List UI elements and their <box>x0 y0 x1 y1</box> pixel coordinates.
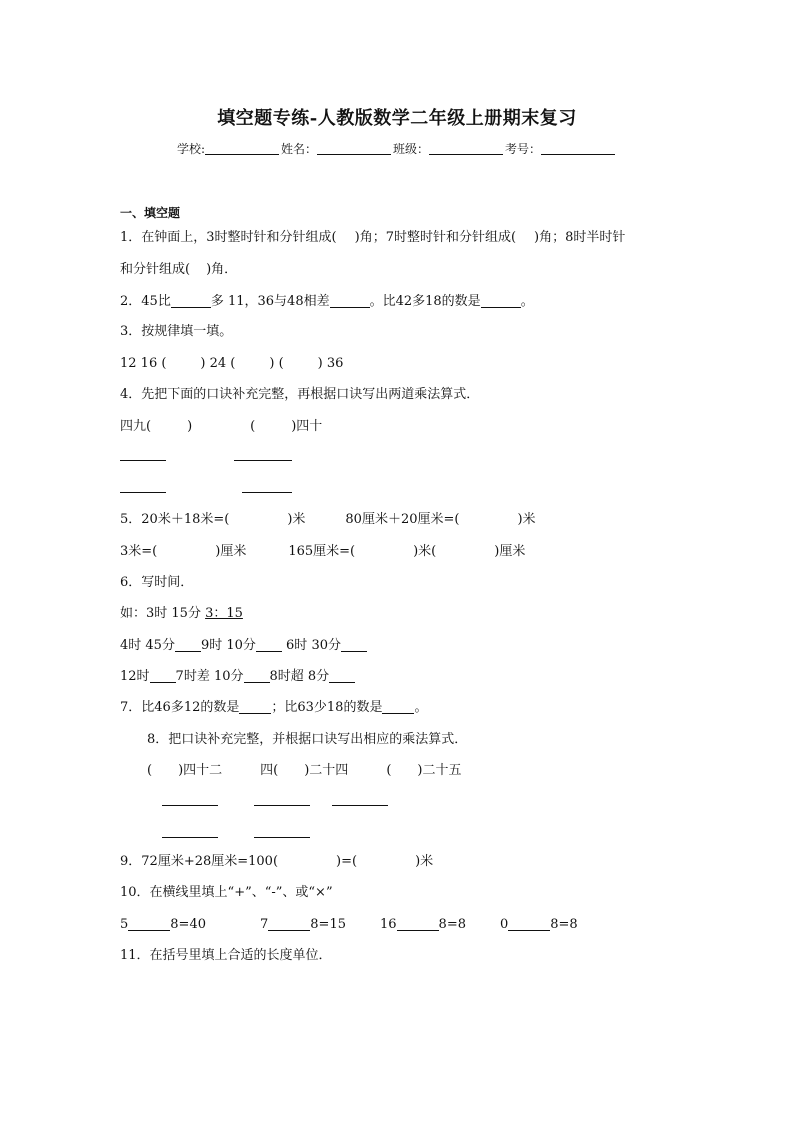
q8-rhyme-3-a: ( <box>386 763 392 778</box>
q8-rhyme-2-b: )二十四 <box>304 763 349 778</box>
q6-time-5: 7时差 10分 <box>175 669 244 684</box>
exam-no-blank[interactable] <box>541 142 615 155</box>
q10-expr-2-b: 8=15 <box>310 917 346 932</box>
exam-no-label: 考号： <box>505 142 542 156</box>
q4-answer-line-4[interactable] <box>242 492 292 493</box>
q4-answer-line-1[interactable] <box>120 460 166 461</box>
q7-text-c: 。 <box>414 700 428 715</box>
q10-expr-1-a: 5 <box>120 917 129 932</box>
q1-text-a: 1．在钟面上，3时整时针和分针组成( <box>120 230 337 245</box>
question-10-expressions <box>120 916 578 934</box>
q7-blank-2[interactable] <box>382 700 414 714</box>
question-3: 3．按规律填一填。 <box>120 324 233 339</box>
q1-text-b: )角；7时整时针和分针组成( <box>354 230 517 245</box>
question-2 <box>120 293 534 311</box>
q7-text-b: ；比63少18的数是 <box>271 700 383 715</box>
q2-blank-1[interactable] <box>171 294 211 308</box>
q7-text-a: 7．比46多12的数是 <box>120 700 240 715</box>
question-1-line-1 <box>120 229 625 247</box>
q5-text-b1: 3米=( <box>120 544 158 559</box>
q10-expr-4-a: 0 <box>499 917 509 932</box>
q10-expr-4-b: 8=8 <box>550 917 578 932</box>
q1-text-d: 和分针组成( <box>120 262 191 277</box>
q6-time-6: 8时超 8分 <box>269 669 330 684</box>
q6-example-answer: 3：15 <box>205 606 243 621</box>
question-6-example <box>120 605 243 623</box>
q6-time-4: 12时 <box>120 669 150 684</box>
school-blank[interactable] <box>205 142 279 155</box>
question-6-row-2 <box>120 668 355 686</box>
q8-rhyme-3-b: )二十五 <box>417 763 462 778</box>
q2-text-d: 。 <box>520 294 534 309</box>
student-info-line <box>0 140 794 157</box>
q6-blank-5[interactable] <box>244 669 270 683</box>
class-blank[interactable] <box>429 142 503 155</box>
q10-expr-3-b: 8=8 <box>438 917 466 932</box>
q6-blank-2[interactable] <box>256 638 282 652</box>
q6-time-1: 4时 45分 <box>120 638 175 653</box>
class-label: 班级： <box>393 142 430 156</box>
q1-text-e: )角． <box>206 262 238 277</box>
q10-expr-2-a: 7 <box>260 917 269 932</box>
q5-text-a2: )米 <box>287 512 306 527</box>
q9-text-a: 9．72厘米+28厘米=100( <box>120 854 279 869</box>
q8-answer-line-1[interactable] <box>162 805 218 806</box>
q8-answer-line-5[interactable] <box>254 837 310 838</box>
q6-blank-4[interactable] <box>150 669 176 683</box>
question-8-rhymes <box>147 762 461 780</box>
question-3-sequence <box>120 355 343 373</box>
q2-text-c: 。比42多18的数是 <box>369 294 481 309</box>
question-6: 6．写时间． <box>120 575 194 590</box>
question-5-line-1 <box>120 511 536 529</box>
q10-blank-4[interactable] <box>508 917 550 931</box>
q7-blank-1[interactable] <box>239 700 271 714</box>
q5-text-b2: )厘米 <box>215 544 247 559</box>
question-9 <box>120 853 433 871</box>
q3-seq-a: 12 16 ( <box>120 356 167 371</box>
q8-answer-line-2[interactable] <box>254 805 310 806</box>
q10-expr-3-a: 16 <box>380 917 397 932</box>
question-7 <box>120 699 427 717</box>
q4-answer-line-2[interactable] <box>234 460 292 461</box>
q2-text-a: 2．45比 <box>120 294 171 309</box>
name-blank[interactable] <box>317 142 391 155</box>
q2-blank-2[interactable] <box>330 294 370 308</box>
q8-rhyme-1-b: )四十二 <box>178 763 223 778</box>
q8-answer-line-3[interactable] <box>332 805 388 806</box>
q4-rhyme-1-a: 四九( <box>120 419 152 434</box>
q8-rhyme-1-a: ( <box>147 763 153 778</box>
q5-text-a3: 80厘米＋20厘米=( <box>345 512 460 527</box>
q6-blank-1[interactable] <box>175 638 201 652</box>
question-10: 10．在横线里填上“+”、“-”、或“×” <box>120 885 333 900</box>
q4-rhyme-1-b: ) <box>187 419 193 434</box>
name-label: 姓名： <box>281 142 318 156</box>
q8-answer-line-4[interactable] <box>162 837 218 838</box>
q6-time-3: 6时 30分 <box>281 638 341 653</box>
q5-text-b3: 165厘米=( <box>288 544 356 559</box>
section-heading: 一、填空题 <box>120 206 181 220</box>
q10-blank-3[interactable] <box>397 917 439 931</box>
q5-text-b5: )厘米 <box>494 544 526 559</box>
question-4-rhymes <box>120 418 322 436</box>
q5-text-a1: 5．20米＋18米=( <box>120 512 230 527</box>
q6-blank-6[interactable] <box>329 669 355 683</box>
q6-time-2: 9时 10分 <box>200 638 256 653</box>
q10-blank-2[interactable] <box>268 917 310 931</box>
q4-rhyme-2-a: ( <box>250 419 256 434</box>
q2-text-b: 多 11，36与48相差 <box>210 294 330 309</box>
question-6-row-1 <box>120 637 367 655</box>
q2-blank-3[interactable] <box>481 294 521 308</box>
q9-text-c: )米 <box>415 854 434 869</box>
q1-text-c: )角；8时半时针 <box>534 230 626 245</box>
q4-rhyme-2-b: )四十 <box>291 419 323 434</box>
q3-seq-b: ) 24 ( <box>200 356 236 371</box>
question-11: 11．在括号里填上合适的长度单位． <box>120 948 332 963</box>
q8-rhyme-2-a: 四( <box>260 763 279 778</box>
q9-text-b: )=( <box>336 854 358 869</box>
q4-answer-line-3[interactable] <box>120 492 166 493</box>
school-label: 学校: <box>176 142 205 156</box>
q6-blank-3[interactable] <box>341 638 367 652</box>
q6-example-label: 如：3时 15分 <box>120 606 206 621</box>
question-8: 8．把口诀补充完整，并根据口诀写出相应的乘法算式． <box>147 732 468 747</box>
q3-seq-d: ) 36 <box>317 356 344 371</box>
q10-expr-1-b: 8=40 <box>170 917 206 932</box>
question-4: 4．先把下面的口诀补充完整，再根据口诀写出两道乘法算式． <box>120 387 480 402</box>
q5-text-b4: )米( <box>413 544 437 559</box>
question-1-line-2 <box>120 261 237 279</box>
page-title: 填空题专练-人教版数学二年级上册期末复习 <box>217 108 577 129</box>
q3-seq-c: ) ( <box>269 356 284 371</box>
q5-text-a4: )米 <box>517 512 536 527</box>
q10-blank-1[interactable] <box>128 917 170 931</box>
question-5-line-2 <box>120 543 525 561</box>
